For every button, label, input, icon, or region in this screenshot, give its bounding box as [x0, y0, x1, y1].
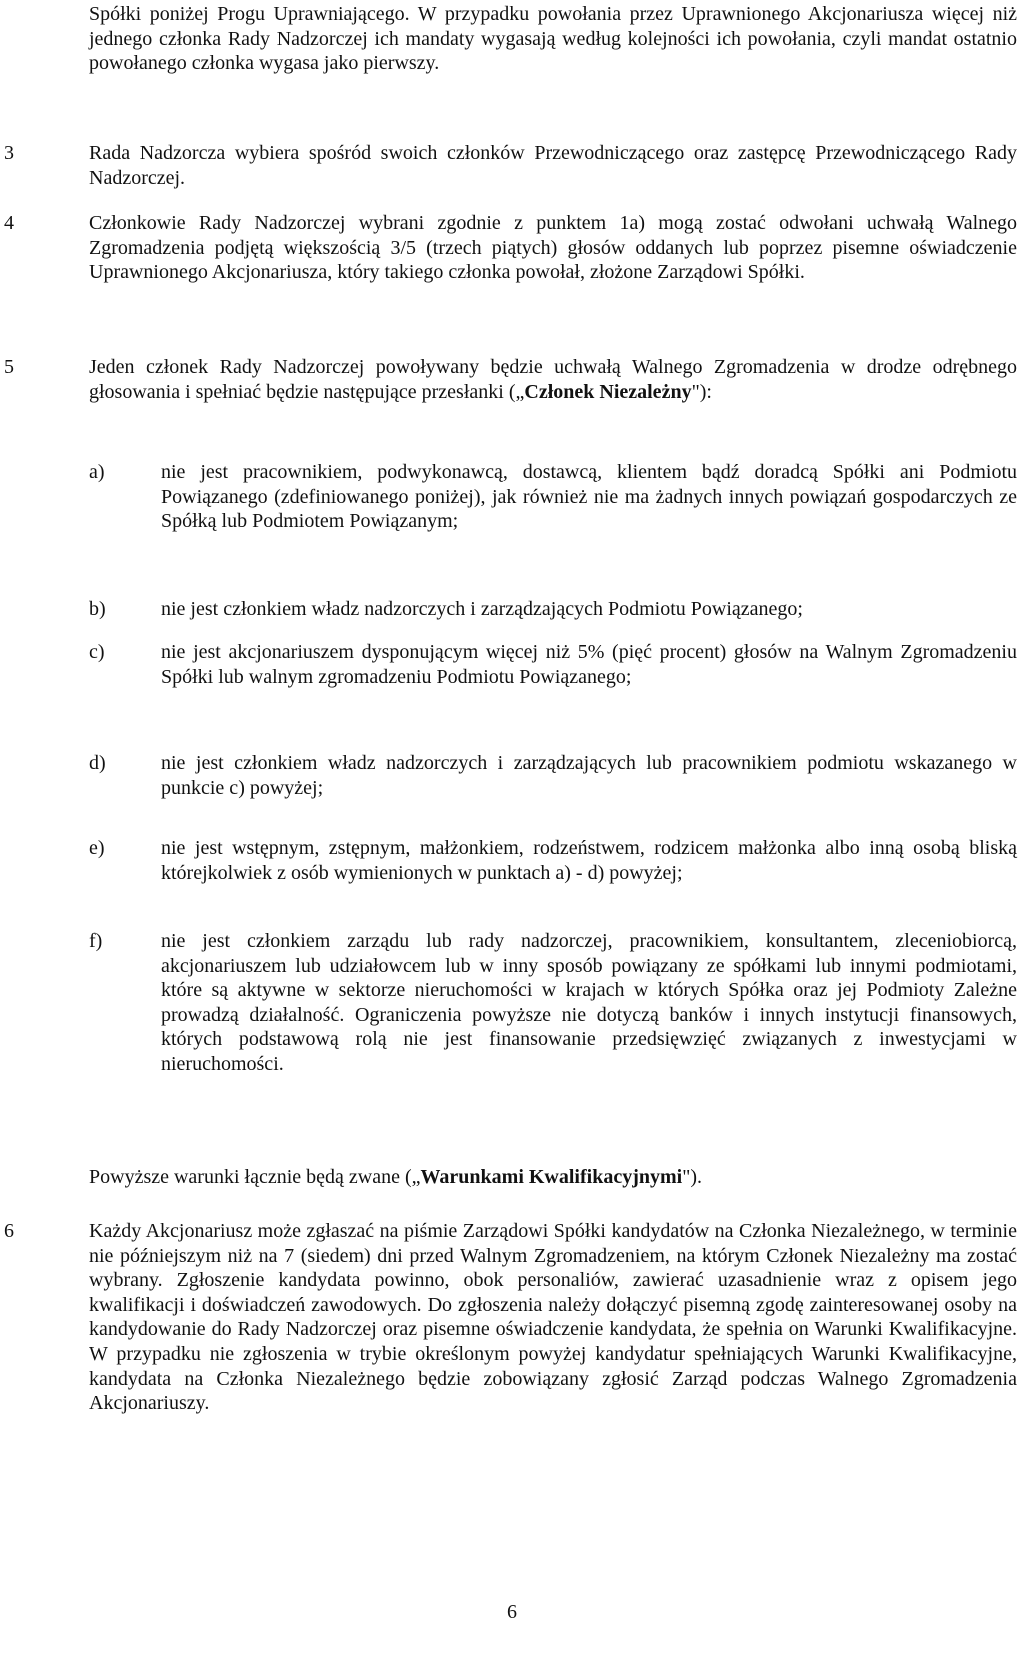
- condition-letter-b: b): [89, 598, 106, 620]
- paragraph-5-text: [89, 355, 1017, 404]
- condition-letter-a: a): [89, 461, 105, 483]
- paragraph-number-5: 5: [4, 356, 14, 378]
- independent-member-term: Członek Niezależny: [524, 380, 692, 403]
- condition-d-text: nie jest członkiem władz nadzorczych i zarządzających lub pracownikiem podmiotu wskazanego w punkcie c) powyżej;: [161, 752, 1017, 799]
- paragraph-4-text: Członkowie Rady Nadzorczej wybrani zgodnie z punktem 1a) mogą zostać odwołani uchwałą Walnego Zgromadzenia podjętą większością 3/5 (trzech piątych) głosów oddanych lub poprzez pisemne oświadczenie Uprawnionego Akcjonariusza, który takiego członka powołał, złożone Zarządowi Spółki.: [89, 212, 1017, 284]
- paragraph-number-3: 3: [4, 142, 14, 164]
- condition-c-text: nie jest akcjonariuszem dysponującym więcej niż 5% (pięć procent) głosów na Walnym Zgromadzeniu Spółki lub walnym zgromadzeniu Podmiotu Powiązanego;: [161, 641, 1017, 688]
- condition-f-text: nie jest członkiem zarządu lub rady nadzorczej, pracownikiem, konsultantem, zleceniobiorcą, akcjonariuszem lub udziałowcem lub w inny sposób powiązany ze spółkami lub innymi podmiotami, które są aktywne w sektorze nieruchomości w krajach w których Spółka oraz jej Podmioty Zależne prowadzą działalność. Ograniczenia powyższe nie dotyczą banków i innych instytucji finansowych, których podstawową rolą nie jest finansowanie przedsięwzięć związanych z inwestycjami w nieruchomości.: [161, 930, 1017, 1075]
- summary-lead: Powyższe warunki łącznie będą zwane („: [89, 1166, 421, 1188]
- condition-a-text: nie jest pracownikiem, podwykonawcą, dostawcą, klientem bądź doradcą Spółki ani Podmiotu Powiązanego (zdefiniowanego poniżej), jak również nie ma żadnych innych powiązań gospodarczych ze Spółką lub Podmiotem Powiązanym;: [161, 461, 1017, 533]
- condition-letter-e: e): [89, 837, 105, 859]
- qualification-conditions-summary: [89, 1165, 1017, 1190]
- paragraph-number-4: 4: [4, 212, 14, 234]
- condition-b-text: nie jest członkiem władz nadzorczych i zarządzających Podmiotu Powiązanego;: [161, 598, 803, 620]
- condition-letter-d: d): [89, 752, 106, 774]
- paragraph-5-lead: Jeden członek Rady Nadzorczej powoływany będzie uchwałą Walnego Zgromadzenia w drodze odrębnego głosowania i spełniać będzie następujące przesłanki („: [89, 356, 1017, 403]
- page-number: 6: [507, 1601, 517, 1623]
- condition-letter-c: c): [89, 641, 105, 663]
- paragraph-3-text: Rada Nadzorcza wybiera spośród swoich członków Przewodniczącego oraz zastępcę Przewodniczącego Rady Nadzorczej.: [89, 142, 1017, 189]
- paragraph-number-6: 6: [4, 1220, 14, 1242]
- paragraph-6-text: Każdy Akcjonariusz może zgłaszać na piśmie Zarządowi Spółki kandydatów na Członka Niezależnego, w terminie nie późniejszym niż na 7 (siedem) dni przed Walnym Zgromadzeniem, na którym Członek Niezależny ma zostać wybrany. Zgłoszenie kandydata powinno, obok personaliów, zawierać uzasadnienie wraz z opisem jego kwalifikacji i doświadczeń zawodowych. Do zgłoszenia należy dołączyć pisemną zgodę zainteresowanej osoby na kandydowanie do Rady Nadzorczej oraz pisemne oświadczenie kandydata, że spełnia on Warunki Kwalifikacyjne. W przypadku nie zgłoszenia w trybie określonym powyżej kandydatur spełniających Warunki Kwalifikacyjne, kandydata na Członka Niezależnego będzie zobowiązany zgłosić Zarząd podczas Walnego Zgromadzenia Akcjonariuszy.: [89, 1220, 1017, 1415]
- qualification-conditions-term: Warunkami Kwalifikacyjnymi: [420, 1166, 683, 1188]
- paragraph-5-tail: "):: [691, 380, 712, 403]
- summary-tail: ").: [682, 1166, 703, 1188]
- condition-e-text: nie jest wstępnym, zstępnym, małżonkiem, rodzeństwem, rodzicem małżonka albo inną osobą bliską którejkolwiek z osób wymienionych w punktach a) - d) powyżej;: [161, 837, 1017, 884]
- condition-letter-f: f): [89, 930, 103, 952]
- intro-paragraph: Spółki poniżej Progu Uprawniającego. W przypadku powołania przez Uprawnionego Akcjonariusza więcej niż jednego członka Rady Nadzorczej ich mandaty wygasają według kolejności ich powołania, czyli mandat ostatnio powołanego członka wygasa jako pierwszy.: [89, 3, 1017, 75]
